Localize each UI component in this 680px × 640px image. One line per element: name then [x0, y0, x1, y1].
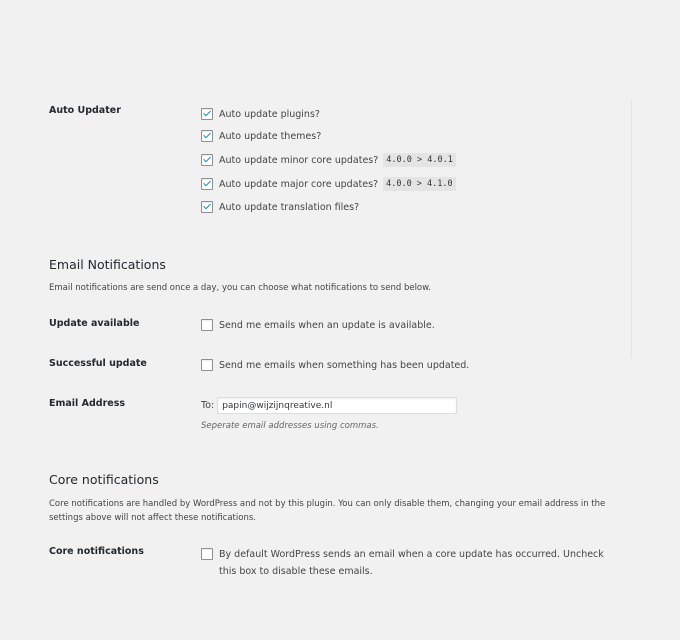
auto-updater-label: Auto Updater [49, 105, 121, 116]
auto-update-minor-core-text: Auto update minor core updates? [219, 154, 379, 166]
update-available-text: Send me emails when an update is available. [219, 319, 435, 331]
auto-update-themes-text: Auto update themes? [219, 130, 322, 142]
update-available-label: Update available [49, 318, 140, 329]
core-notifications-text: By default WordPress sends an email when a core update has occurred. Uncheck this box to disable these emails. [219, 549, 604, 577]
core-notifications-label: Core notifications [49, 546, 144, 557]
successful-update-checkbox[interactable] [201, 359, 213, 371]
core-notifications-checkbox[interactable] [201, 548, 213, 560]
content-divider [631, 100, 632, 358]
core-notifications-heading: Core notifications [49, 472, 159, 487]
core-notifications-option[interactable] [201, 546, 621, 580]
minor-core-version-badge: 4.0.0 > 4.0.1 [383, 153, 456, 167]
auto-update-themes-option[interactable] [201, 130, 321, 142]
successful-update-text: Send me emails when something has been updated. [219, 359, 470, 371]
auto-update-major-core-checkbox[interactable] [201, 178, 213, 190]
auto-update-themes-checkbox[interactable] [201, 130, 213, 142]
email-to-prefix: To: [201, 400, 215, 411]
email-address-input[interactable] [217, 397, 457, 414]
core-notifications-description: Core notifications are handled by WordPress and not by this plugin. You can only disable them, changing your email address in the settings above will not affect these notifications. [49, 499, 606, 523]
auto-update-translation-checkbox[interactable] [201, 201, 213, 213]
auto-update-major-core-option[interactable] [201, 177, 456, 191]
auto-update-plugins-text: Auto update plugins? [219, 108, 320, 120]
major-core-version-badge: 4.0.0 > 4.1.0 [383, 177, 456, 191]
auto-update-translation-text: Auto update translation files? [219, 201, 360, 213]
update-available-option[interactable] [201, 319, 435, 331]
auto-update-plugins-option[interactable] [201, 108, 320, 120]
auto-update-minor-core-option[interactable] [201, 153, 456, 167]
update-available-checkbox[interactable] [201, 319, 213, 331]
auto-update-minor-core-checkbox[interactable] [201, 154, 213, 166]
successful-update-option[interactable] [201, 359, 469, 371]
auto-update-major-core-text: Auto update major core updates? [219, 178, 379, 190]
successful-update-label: Successful update [49, 358, 147, 369]
email-address-field-group [201, 397, 457, 414]
email-address-help: Seperate email addresses using commas. [201, 421, 379, 431]
email-notifications-description: Email notifications are send once a day, you can choose what notifications to send below. [49, 283, 432, 293]
email-notifications-heading: Email Notifications [49, 257, 166, 272]
auto-update-translation-option[interactable] [201, 201, 359, 213]
email-address-label: Email Address [49, 398, 126, 409]
auto-update-plugins-checkbox[interactable] [201, 108, 213, 120]
